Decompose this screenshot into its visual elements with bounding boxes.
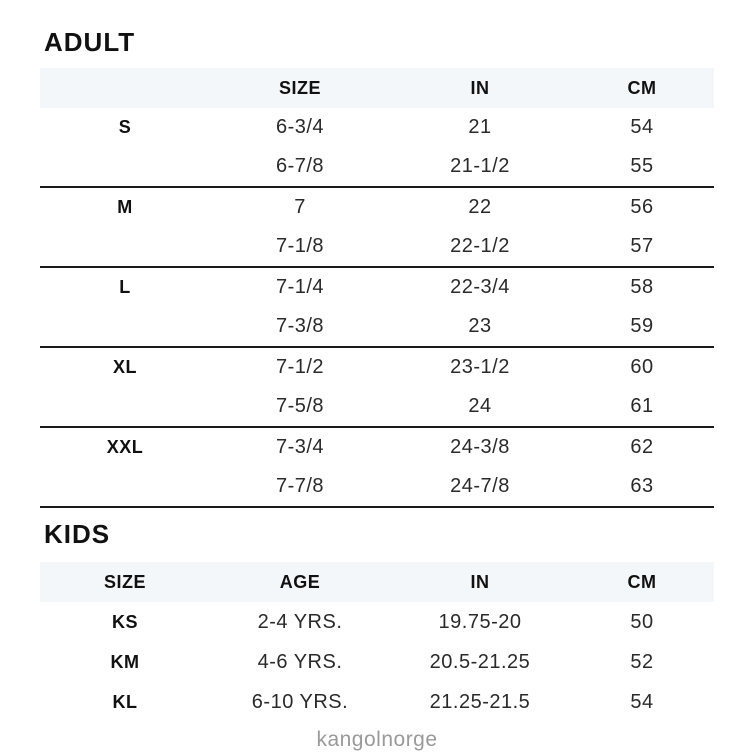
adult-section-title: ADULT xyxy=(44,27,136,57)
table-row xyxy=(40,348,714,387)
age-cell: 6-10 YRS. xyxy=(251,690,349,713)
size-label: M xyxy=(117,197,133,217)
size-label xyxy=(40,467,210,506)
adult-header-cm: CM xyxy=(627,77,657,98)
table-row xyxy=(40,307,714,346)
cm-cell: 52 xyxy=(630,650,654,673)
size-cell: 7-3/8 xyxy=(275,315,325,337)
kids-size-table xyxy=(40,562,714,722)
in-cell: 21 xyxy=(468,116,492,138)
size-group-l xyxy=(40,268,714,348)
kids-header-cm: CM xyxy=(627,571,657,592)
adult-table-header-row xyxy=(40,68,714,108)
cm-cell: 57 xyxy=(630,235,654,257)
size-group-xxl xyxy=(40,428,714,508)
size-label: XL xyxy=(112,357,137,377)
cm-cell: 58 xyxy=(630,276,654,298)
table-row xyxy=(40,467,714,506)
size-label: L xyxy=(119,277,131,297)
table-row xyxy=(40,387,714,426)
in-cell: 24-3/8 xyxy=(450,436,510,458)
adult-header-in: IN xyxy=(470,77,490,98)
size-cell: 7-1/2 xyxy=(275,356,325,378)
size-cell: 7-3/4 xyxy=(275,436,325,458)
size-cell: 7-7/8 xyxy=(275,475,325,497)
table-row xyxy=(40,268,714,307)
cm-cell: 63 xyxy=(630,475,654,497)
cm-cell: 54 xyxy=(630,690,654,713)
adult-section xyxy=(40,29,714,508)
cm-cell: 54 xyxy=(630,116,654,138)
kids-table-header-row xyxy=(40,562,714,602)
size-group-m xyxy=(40,188,714,268)
size-cell: 7-1/4 xyxy=(275,276,325,298)
size-label xyxy=(40,307,210,346)
in-cell: 20.5-21.25 xyxy=(429,650,531,673)
in-cell: 23 xyxy=(468,315,492,337)
in-cell: 19.75-20 xyxy=(438,610,522,633)
cm-cell: 59 xyxy=(630,315,654,337)
in-cell: 24-7/8 xyxy=(450,475,510,497)
in-cell: 22-1/2 xyxy=(450,235,510,257)
cm-cell: 56 xyxy=(630,196,654,218)
cm-cell: 50 xyxy=(630,610,654,633)
in-cell: 21-1/2 xyxy=(450,155,510,177)
size-cell: 6-7/8 xyxy=(275,155,325,177)
cm-cell: 55 xyxy=(630,155,654,177)
size-cell: 7-5/8 xyxy=(275,395,325,417)
kids-header-size: SIZE xyxy=(103,571,146,592)
table-row xyxy=(40,147,714,186)
table-row xyxy=(40,108,714,147)
size-label xyxy=(40,387,210,426)
cm-cell: 62 xyxy=(630,436,654,458)
adult-header-blank xyxy=(40,68,210,108)
table-row xyxy=(40,188,714,227)
size-group-xl xyxy=(40,348,714,428)
kids-header-in: IN xyxy=(470,571,490,592)
in-cell: 24 xyxy=(468,395,492,417)
size-cell: 7-1/8 xyxy=(275,235,325,257)
table-row xyxy=(40,602,714,642)
cm-cell: 60 xyxy=(630,356,654,378)
kids-header-age: AGE xyxy=(279,571,321,592)
size-label: XXL xyxy=(106,437,144,457)
in-cell: 22 xyxy=(468,196,492,218)
table-row xyxy=(40,227,714,266)
age-cell: 4-6 YRS. xyxy=(257,650,343,673)
size-label xyxy=(40,227,210,266)
size-label: S xyxy=(118,117,132,137)
size-group-s xyxy=(40,108,714,188)
adult-header-size: SIZE xyxy=(278,77,321,98)
in-cell: 21.25-21.5 xyxy=(429,690,531,713)
age-cell: 2-4 YRS. xyxy=(257,610,343,633)
size-label xyxy=(40,147,210,186)
in-cell: 23-1/2 xyxy=(450,356,510,378)
brand-watermark: kangolnorge xyxy=(316,728,438,751)
size-cell: 6-3/4 xyxy=(275,116,325,138)
size-cell: 7 xyxy=(294,196,306,218)
table-row xyxy=(40,642,714,682)
in-cell: 22-3/4 xyxy=(450,276,510,298)
adult-size-table xyxy=(40,68,714,508)
size-label: KS xyxy=(111,611,138,632)
kids-section xyxy=(40,521,714,722)
table-row xyxy=(40,682,714,722)
size-label: KM xyxy=(110,651,140,672)
size-label: KL xyxy=(112,691,138,712)
kids-section-title: KIDS xyxy=(44,519,111,549)
cm-cell: 61 xyxy=(630,395,654,417)
table-row xyxy=(40,428,714,467)
